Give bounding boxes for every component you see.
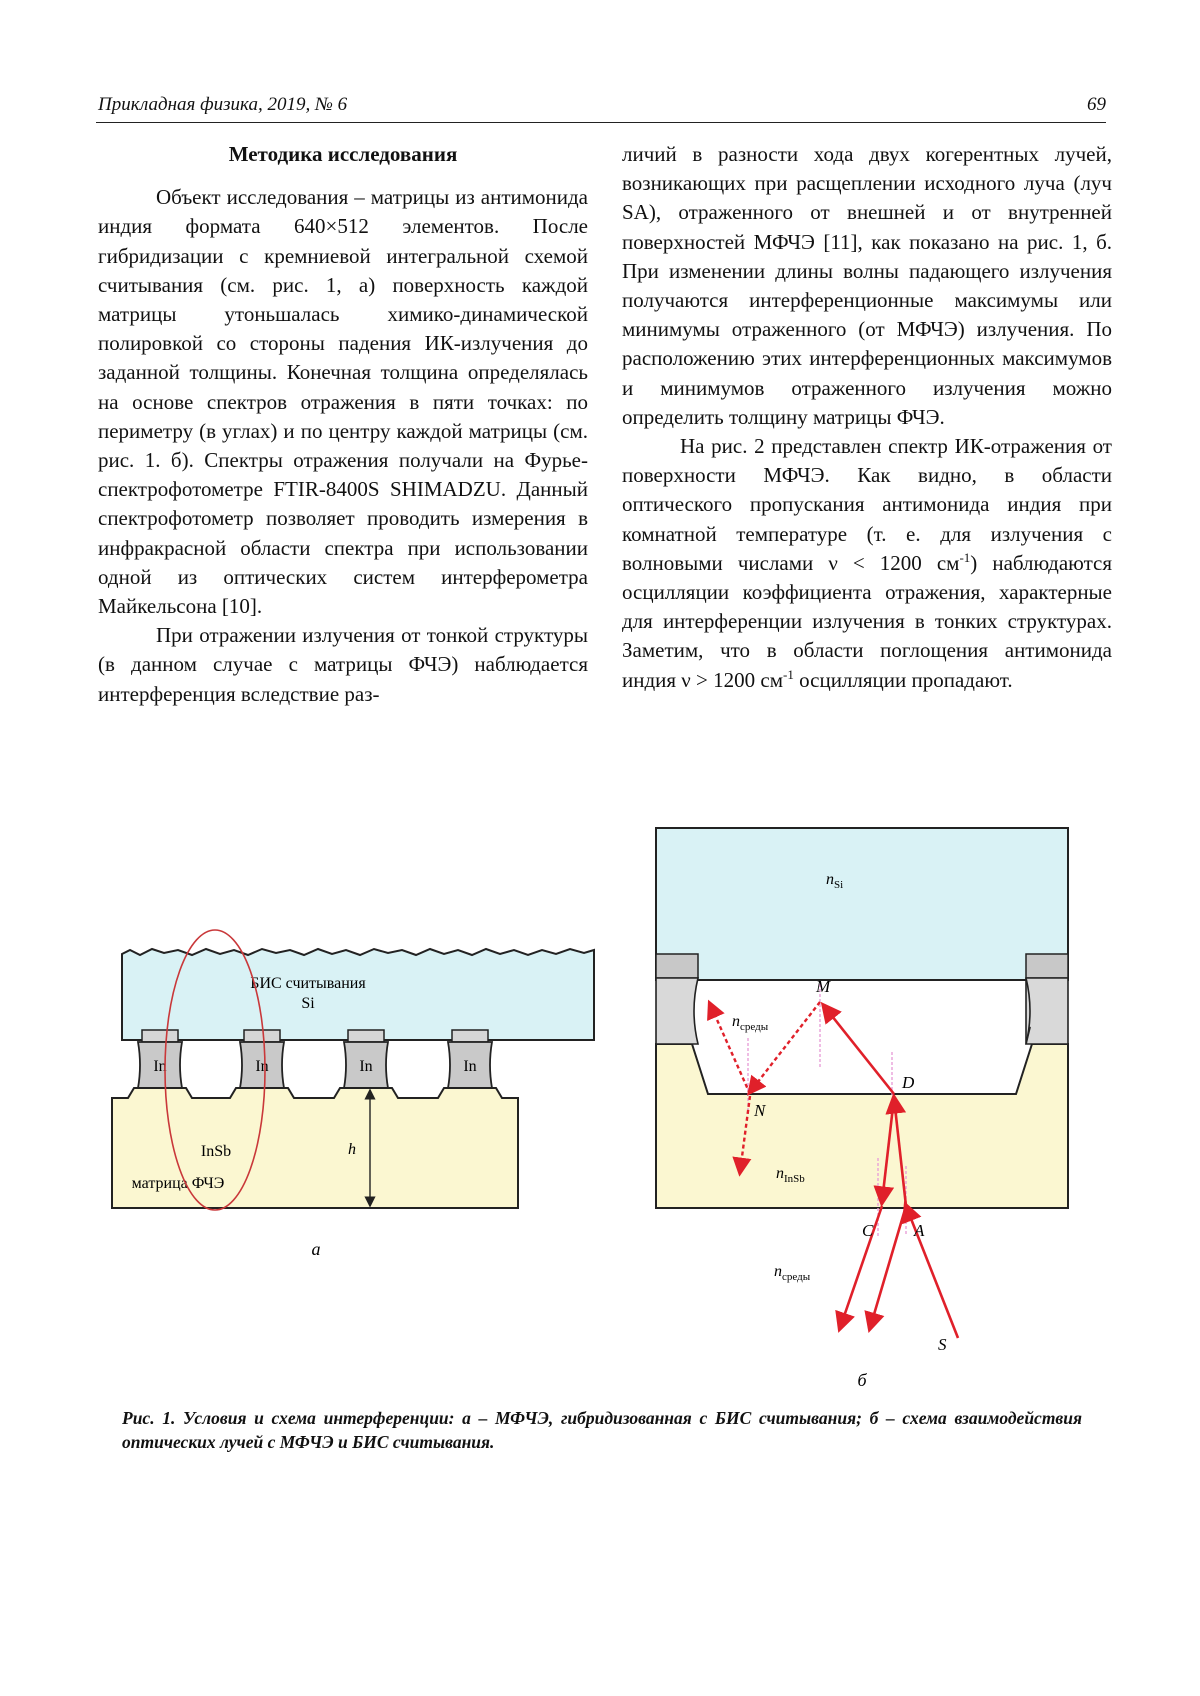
paragraph-spectrum: На рис. 2 представлен спектр ИК-отражения от поверхности МФЧЭ. Как видно, в области оптического пропускания антимонида индия при комнатной температуре (т. е. для излучения с волновыми числами ν < 1200 см-1) наблюдаются осцилляции коэффициента отражения, характерные для интерференции излучения в тонких структурах. Заметим, что в области поглощения антимонида индия ν > 1200 см-1 осцилляции пропадают.	[622, 432, 1112, 695]
paragraph-continuation: личий в разности хода двух когерентных лучей, возникающих при расщеплении исходного луча (луч SA), отраженного от внешней и от внутренней поверхностей МФЧЭ [11], как показано на рис. 1, б. При изменении длины волны падающего излучения получаются интерференционные максимумы или минимумы отраженного (от МФЧЭ) излучения. По расположению этих интерференционных максимумов и минимумов отраженного излучения можно определить толщину матрицы ФЧЭ.	[622, 140, 1112, 432]
n-outer-medium-label: nсреды	[774, 1263, 811, 1283]
panel-label-b: б	[857, 1370, 867, 1390]
bump-label: In	[463, 1058, 476, 1075]
ray-m-to-n	[750, 1002, 820, 1092]
ray-d-to-m	[824, 1006, 894, 1094]
indium-bump-left	[656, 978, 698, 1044]
bump-label: In	[255, 1058, 268, 1075]
n-si-label: nSi	[826, 871, 843, 891]
point-s: S	[938, 1335, 947, 1354]
running-head	[96, 92, 1106, 123]
right-column	[622, 140, 1112, 695]
thickness-label: h	[348, 1141, 356, 1158]
indium-bump-right	[1026, 978, 1068, 1044]
point-c: C	[862, 1221, 874, 1240]
insb-label: InSb	[201, 1143, 231, 1160]
contact-pad	[348, 1030, 384, 1042]
paragraph-reflection: При отражении излучения от тонкой структуры (в данном случае с матрицы ФЧЭ) наблюдается интерференция вследствие раз-	[98, 621, 588, 709]
contact-pad-right	[1026, 954, 1068, 978]
point-d: D	[901, 1073, 915, 1092]
insb-layer	[656, 1044, 1068, 1208]
si-label: Si	[301, 995, 315, 1012]
journal-title: Прикладная физика, 2019, № 6	[98, 94, 347, 116]
figure-1b	[640, 806, 1100, 1396]
point-a: A	[913, 1221, 925, 1240]
n-insb-label: nInSb	[776, 1165, 805, 1185]
paragraph-object: Объект исследования – матрицы из антимонида индия формата 640×512 элементов. После гибридизации с кремниевой интегральной схемой считывания (см. рис. 1, а) поверхность каждой матрицы утоньшалась химико-динамической полировкой со стороны падения ИК-излучения до заданной толщины. Конечная толщина определялась на основе спектров отражения в пяти точках: по периметру (в углах) и по центру каждой матрицы (см. рис. 1. б). Спектры отражения получали на Фурье-спектрофотометре FTIR-8400S SHIMADZU. Данный спектрофотометр позволяет проводить измерения в инфракрасной области спектра при использовании одной из оптических систем интерферометра Майкельсона [10].	[98, 183, 588, 621]
bump-label: In	[359, 1058, 372, 1075]
figure-1a	[100, 900, 600, 1280]
si-readout-block	[122, 949, 594, 1040]
figure-caption: Рис. 1. Условия и схема интерференции: а – МФЧЭ, гибридизованная с БИС считывания; б – схема взаимодействия оптических лучей с МФЧЭ и БИС считывания.	[122, 1406, 1082, 1454]
contact-pad-left	[656, 954, 698, 978]
section-title: Методика исследования	[98, 140, 588, 169]
ray-n-back	[710, 1004, 750, 1094]
point-n: N	[753, 1101, 767, 1120]
n-medium-label: nсреды	[732, 1013, 769, 1033]
left-column	[98, 140, 588, 709]
panel-label-a: а	[312, 1239, 321, 1259]
page-number: 69	[1087, 94, 1106, 116]
matrix-label: матрица ФЧЭ	[132, 1175, 225, 1192]
indium-bumps	[138, 1042, 492, 1088]
bump-label: In	[153, 1058, 166, 1075]
contact-pad	[452, 1030, 488, 1042]
si-layer	[656, 828, 1068, 980]
si-label-readout: БИС считывания	[250, 975, 366, 992]
contact-pad	[142, 1030, 178, 1042]
point-m: M	[815, 977, 831, 996]
contact-pad	[244, 1030, 280, 1042]
